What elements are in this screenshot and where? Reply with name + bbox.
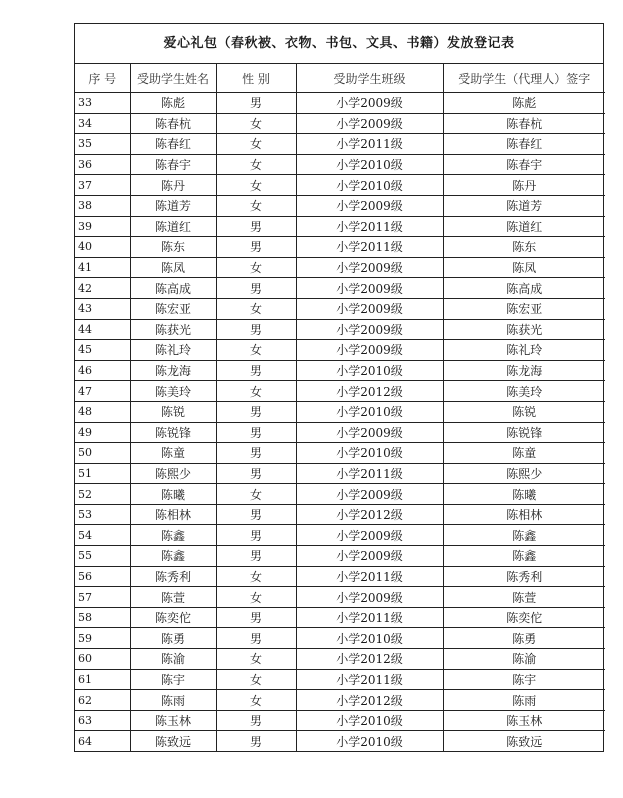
table-row	[75, 298, 605, 319]
student-name: 陈熙少	[130, 463, 216, 484]
row-number: 59	[75, 628, 130, 649]
table-row	[75, 649, 605, 670]
student-signature: 陈获光	[443, 319, 605, 340]
student-gender: 男	[216, 422, 296, 443]
student-gender: 女	[216, 566, 296, 587]
student-class: 小学2009级	[296, 195, 443, 216]
student-name: 陈童	[130, 443, 216, 464]
student-name: 陈高成	[130, 278, 216, 299]
student-class: 小学2011级	[296, 607, 443, 628]
student-gender: 女	[216, 484, 296, 505]
student-signature: 陈鑫	[443, 525, 605, 546]
header-class: 受助学生班级	[296, 64, 443, 93]
student-class: 小学2009级	[296, 319, 443, 340]
student-class: 小学2010级	[296, 360, 443, 381]
student-name: 陈春杭	[130, 113, 216, 134]
table-row	[75, 257, 605, 278]
student-name: 陈相林	[130, 504, 216, 525]
row-number: 34	[75, 113, 130, 134]
student-class: 小学2011级	[296, 566, 443, 587]
student-gender: 男	[216, 731, 296, 751]
student-name: 陈鑫	[130, 525, 216, 546]
student-name: 陈锐	[130, 401, 216, 422]
student-name: 陈道芳	[130, 195, 216, 216]
student-signature: 陈东	[443, 237, 605, 258]
student-class: 小学2011级	[296, 134, 443, 155]
student-class: 小学2010级	[296, 710, 443, 731]
student-name: 陈获光	[130, 319, 216, 340]
row-number: 61	[75, 669, 130, 690]
student-signature: 陈丹	[443, 175, 605, 196]
header-gender: 性 别	[216, 64, 296, 93]
table-row	[75, 566, 605, 587]
student-gender: 女	[216, 175, 296, 196]
row-number: 52	[75, 484, 130, 505]
table-row	[75, 278, 605, 299]
student-gender: 女	[216, 669, 296, 690]
student-name: 陈彪	[130, 93, 216, 114]
student-signature: 陈美玲	[443, 381, 605, 402]
student-signature: 陈龙海	[443, 360, 605, 381]
registration-form	[74, 23, 604, 752]
student-name: 陈春宇	[130, 154, 216, 175]
student-gender: 女	[216, 690, 296, 711]
student-name: 陈秀利	[130, 566, 216, 587]
student-gender: 男	[216, 93, 296, 114]
registration-table	[75, 64, 605, 751]
student-class: 小学2009级	[296, 340, 443, 361]
student-gender: 女	[216, 587, 296, 608]
student-class: 小学2011级	[296, 237, 443, 258]
student-name: 陈美玲	[130, 381, 216, 402]
row-number: 35	[75, 134, 130, 155]
student-signature: 陈渝	[443, 649, 605, 670]
form-title: 爱心礼包（春秋被、衣物、书包、文具、书籍）发放登记表	[75, 24, 603, 64]
student-gender: 女	[216, 134, 296, 155]
table-row	[75, 484, 605, 505]
row-number: 39	[75, 216, 130, 237]
student-class: 小学2012级	[296, 649, 443, 670]
table-row	[75, 669, 605, 690]
student-name: 陈奕佗	[130, 607, 216, 628]
table-row	[75, 443, 605, 464]
row-number: 57	[75, 587, 130, 608]
student-signature: 陈锐	[443, 401, 605, 422]
student-class: 小学2011级	[296, 463, 443, 484]
table-row	[75, 504, 605, 525]
table-row	[75, 607, 605, 628]
student-gender: 女	[216, 257, 296, 278]
student-class: 小学2010级	[296, 401, 443, 422]
student-signature: 陈礼玲	[443, 340, 605, 361]
student-gender: 男	[216, 628, 296, 649]
table-row	[75, 422, 605, 443]
table-row	[75, 731, 605, 751]
row-number: 54	[75, 525, 130, 546]
table-row	[75, 463, 605, 484]
student-class: 小学2009级	[296, 113, 443, 134]
row-number: 49	[75, 422, 130, 443]
student-class: 小学2012级	[296, 381, 443, 402]
student-signature: 陈春宇	[443, 154, 605, 175]
student-name: 陈鑫	[130, 546, 216, 567]
student-signature: 陈道芳	[443, 195, 605, 216]
row-number: 63	[75, 710, 130, 731]
student-class: 小学2011级	[296, 216, 443, 237]
student-signature: 陈道红	[443, 216, 605, 237]
student-gender: 男	[216, 237, 296, 258]
table-row	[75, 134, 605, 155]
student-signature: 陈高成	[443, 278, 605, 299]
header-signature: 受助学生（代理人）签字	[443, 64, 605, 93]
row-number: 44	[75, 319, 130, 340]
table-row	[75, 340, 605, 361]
student-class: 小学2010级	[296, 731, 443, 751]
table-row	[75, 401, 605, 422]
student-class: 小学2010级	[296, 443, 443, 464]
student-gender: 男	[216, 525, 296, 546]
table-row	[75, 381, 605, 402]
student-name: 陈东	[130, 237, 216, 258]
student-gender: 女	[216, 298, 296, 319]
row-number: 37	[75, 175, 130, 196]
student-gender: 女	[216, 340, 296, 361]
student-signature: 陈春杭	[443, 113, 605, 134]
student-signature: 陈奕佗	[443, 607, 605, 628]
table-row	[75, 587, 605, 608]
table-row	[75, 710, 605, 731]
row-number: 41	[75, 257, 130, 278]
table-row	[75, 690, 605, 711]
table-row	[75, 154, 605, 175]
row-number: 46	[75, 360, 130, 381]
header-name: 受助学生姓名	[130, 64, 216, 93]
student-class: 小学2009级	[296, 278, 443, 299]
student-class: 小学2009级	[296, 484, 443, 505]
header-row	[75, 64, 605, 93]
student-signature: 陈相林	[443, 504, 605, 525]
student-gender: 男	[216, 401, 296, 422]
student-class: 小学2010级	[296, 175, 443, 196]
row-number: 60	[75, 649, 130, 670]
student-name: 陈宏亚	[130, 298, 216, 319]
student-class: 小学2010级	[296, 628, 443, 649]
student-gender: 男	[216, 607, 296, 628]
student-gender: 男	[216, 710, 296, 731]
student-class: 小学2009级	[296, 546, 443, 567]
student-signature: 陈宇	[443, 669, 605, 690]
student-class: 小学2012级	[296, 504, 443, 525]
table-row	[75, 525, 605, 546]
row-number: 64	[75, 731, 130, 751]
student-signature: 陈春红	[443, 134, 605, 155]
student-class: 小学2011级	[296, 669, 443, 690]
table-row	[75, 237, 605, 258]
student-gender: 男	[216, 546, 296, 567]
table-row	[75, 175, 605, 196]
student-name: 陈锐锋	[130, 422, 216, 443]
table-row	[75, 360, 605, 381]
student-class: 小学2012级	[296, 690, 443, 711]
student-class: 小学2009级	[296, 525, 443, 546]
student-name: 陈礼玲	[130, 340, 216, 361]
student-gender: 男	[216, 504, 296, 525]
student-name: 陈勇	[130, 628, 216, 649]
student-signature: 陈熙少	[443, 463, 605, 484]
table-row	[75, 113, 605, 134]
row-number: 38	[75, 195, 130, 216]
table-row	[75, 628, 605, 649]
student-signature: 陈萱	[443, 587, 605, 608]
student-signature: 陈彪	[443, 93, 605, 114]
student-signature: 陈锐锋	[443, 422, 605, 443]
table-body	[75, 93, 605, 752]
student-signature: 陈宏亚	[443, 298, 605, 319]
row-number: 43	[75, 298, 130, 319]
student-name: 陈凤	[130, 257, 216, 278]
student-gender: 女	[216, 113, 296, 134]
student-gender: 男	[216, 278, 296, 299]
student-name: 陈宇	[130, 669, 216, 690]
student-signature: 陈致远	[443, 731, 605, 751]
student-name: 陈萱	[130, 587, 216, 608]
student-class: 小学2010级	[296, 154, 443, 175]
student-class: 小学2009级	[296, 422, 443, 443]
student-name: 陈致远	[130, 731, 216, 751]
row-number: 45	[75, 340, 130, 361]
student-gender: 女	[216, 195, 296, 216]
row-number: 56	[75, 566, 130, 587]
student-signature: 陈勇	[443, 628, 605, 649]
student-signature: 陈凤	[443, 257, 605, 278]
student-gender: 男	[216, 360, 296, 381]
student-gender: 女	[216, 649, 296, 670]
row-number: 33	[75, 93, 130, 114]
row-number: 36	[75, 154, 130, 175]
student-gender: 女	[216, 154, 296, 175]
table-row	[75, 216, 605, 237]
row-number: 50	[75, 443, 130, 464]
table-row	[75, 546, 605, 567]
row-number: 62	[75, 690, 130, 711]
student-name: 陈春红	[130, 134, 216, 155]
student-class: 小学2009级	[296, 587, 443, 608]
table-row	[75, 319, 605, 340]
header-number: 序 号	[75, 64, 130, 93]
row-number: 55	[75, 546, 130, 567]
row-number: 40	[75, 237, 130, 258]
student-signature: 陈秀利	[443, 566, 605, 587]
student-gender: 男	[216, 463, 296, 484]
row-number: 53	[75, 504, 130, 525]
row-number: 47	[75, 381, 130, 402]
student-name: 陈道红	[130, 216, 216, 237]
row-number: 42	[75, 278, 130, 299]
row-number: 51	[75, 463, 130, 484]
student-signature: 陈玉林	[443, 710, 605, 731]
student-name: 陈丹	[130, 175, 216, 196]
student-gender: 男	[216, 443, 296, 464]
student-class: 小学2009级	[296, 298, 443, 319]
table-row	[75, 195, 605, 216]
student-signature: 陈童	[443, 443, 605, 464]
row-number: 58	[75, 607, 130, 628]
student-class: 小学2009级	[296, 257, 443, 278]
student-gender: 男	[216, 319, 296, 340]
student-name: 陈曦	[130, 484, 216, 505]
student-signature: 陈雨	[443, 690, 605, 711]
student-name: 陈渝	[130, 649, 216, 670]
row-number: 48	[75, 401, 130, 422]
student-name: 陈龙海	[130, 360, 216, 381]
table-row	[75, 93, 605, 114]
student-class: 小学2009级	[296, 93, 443, 114]
student-signature: 陈曦	[443, 484, 605, 505]
student-signature: 陈鑫	[443, 546, 605, 567]
student-gender: 女	[216, 381, 296, 402]
student-gender: 男	[216, 216, 296, 237]
student-name: 陈玉林	[130, 710, 216, 731]
student-name: 陈雨	[130, 690, 216, 711]
